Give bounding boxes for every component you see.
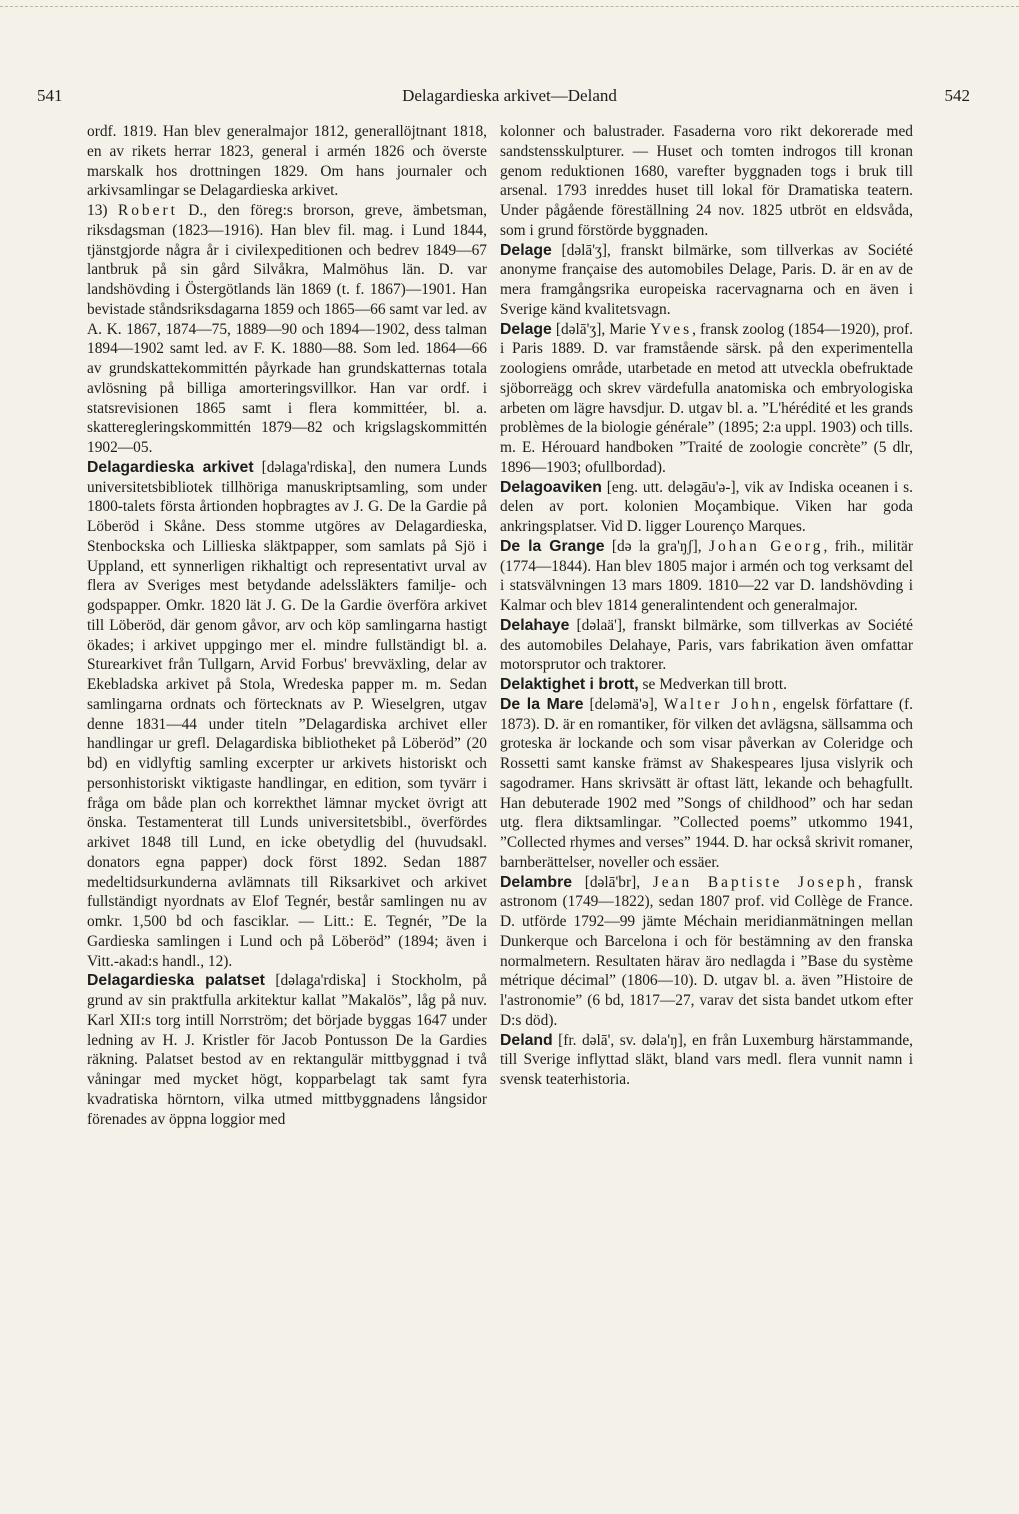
entry-text: [fr. dəlā', sv. dəla'ŋ], en från Luxemburg härstammande, till Sverige inflyttad släkt, bland vars medl. flera vunnit namn i svensk teaterhistoria.	[500, 1031, 913, 1088]
entry-delambre	[500, 873, 913, 1031]
page-number-right: 542	[944, 86, 970, 105]
headword: Delagardieska palatset	[87, 972, 265, 990]
entry-delagardieska-palatset	[87, 971, 487, 1129]
running-title: Delagardieska arkivet—Deland	[402, 86, 617, 105]
person-name: Jean Baptiste Joseph	[652, 873, 858, 891]
entry-de-la-grange	[500, 537, 913, 616]
person-name: Walter John	[663, 695, 773, 713]
headword: Delahaye	[500, 616, 570, 634]
pronunciation: [də la gra'ŋʃ],	[604, 537, 709, 555]
headword: Delage	[500, 241, 552, 259]
entry-delagardieska-arkivet	[87, 458, 487, 972]
entry-text: [eng. utt. deləgāu'ə-], vik av Indiska oceanen i s. delen av port. kolonien Moçambique. Viken har goda ankringsplatser. Vid D. ligger Lourenço Marques.	[500, 478, 913, 535]
top-edge-rule	[0, 6, 1019, 7]
entry-text: [dəlaä'], franskt bilmärke, som tillverkas av Société des automobiles Delahaye, Paris, vars fabrikation även omfattar motorsprutor och traktorer.	[500, 616, 913, 674]
entry-de-la-mare	[500, 695, 913, 873]
headword: Delage	[500, 320, 552, 338]
pronunciation: [dəlā'br],	[572, 873, 653, 891]
entry-text: , fransk zoolog (1854—1920), prof. i Paris 1889. D. var framstående särsk. på den experimentella zoologiens område, utarbetade en metod att utveckla obefruktade sjöborreägg och skrev värdefulla anatomiska och embryologiska arbeten om lägre havsdjur. D. utgav bl. a. ”L'hérédité et les grands problèmes de la biologie générale” (1895; 2:a uppl. 1903) och tills. m. E. Hérouard handboken ”Traité de zoologie concrète” (5 dlr, 1896—1903; ofullbordad).	[500, 320, 913, 476]
headword: De la Grange	[500, 537, 605, 555]
entry-text: [dəlaga'rdiska], den numera Lunds universitetsbibliotek tillhöriga manuskriptsamling, som under 1800-talets första årtionden hopbragtes av J. G. De la Gardie på Löberöd i Skåne. Dess stomme utgöres av Delagardieska, Stenbockska och Lillieska släktpapper, som samlats på Sjö i Uppland, ett synnerligen rikhaltigt och representativt urval av flera av Sveriges mest betydande adelssläkters familje- och godspapper. Omkr. 1820 lät J. G. De la Gardie överföra arkivet till Löberöd, där genom gåvor, arv och köp samlingarna hastigt ökades; i arkivet uppgingo mer el. mindre fullständigt bl. a. Sturearkivet från Tullgarn, Arvid Forbus' brevväxling, delar av Ekebladska arkivet på Stola, Wredeska papper m. m. Sedan samlingarna ordnats och förtecknats av P. Wieselgren, utgav denne 1831—44 under titeln ”Delagardiska archivet eller handlingar ur grefl. Delagardiska bibliotheket på Löberöd” (20 bd) en vidlyftig samling excerpter ur arkivets historiskt och personhistoriskt viktigaste handlingar, en edition, som tyvärr i fråga om både plan och korrekthet lämnar mycket övrigt att önska. Testamenterat till Lunds universitetsbibl., överfördes arkivet 1848 till Lund, en icke obetydlig del (huvudsakl. donators egna papper) dock först 1892. Sedan 1887 medeltidsurkunderna avlämnats till Riksarkivet och arkivet fullständigt nyordnats av Elof Tegnér, består samlingen nu av omkr. 1,500 bd och fasciklar. — Litt.: E. Tegnér, ”De la Gardieska samlingen i Lund och på Löberöd” (1894; även i Vitt.-akad:s handl., 12).	[87, 458, 487, 970]
entry-deland	[500, 1031, 913, 1090]
entry-text: [dəlā'ʒ], franskt bilmärke, som tillverkas av Société anonyme française des automobiles Delage, Paris. D. är en av de mera framgångsrika europeiska racervagnarna och en även i Sverige känd kvalitetsvagn.	[500, 241, 913, 318]
entry-robert	[87, 201, 487, 458]
headword: Deland	[500, 1031, 553, 1049]
right-column	[500, 122, 913, 1492]
entry-delahaye	[500, 616, 913, 675]
person-name: Johan Georg	[708, 537, 824, 555]
entry-text: se Medverkan till brott.	[638, 676, 787, 693]
entry-delagoaviken	[500, 478, 913, 537]
entry-text: , fransk astronom (1749—1822), sedan 1807 prof. vid Collège de France. D. utförde 1792—99 jämte Méchain meridianmätningen mellan Dunkerque och Barcelona i och för bestämning av den franska normalmetern. Resultaten härav äro nedlagda i ”Base du système métrique décimal” (1806—10). D. utgav bl. a. även ”Histoire de l'astronomie” (6 bd, 1817—27, varav det sista bandet utkom efter D:s död).	[500, 873, 913, 1029]
headword: Delagoaviken	[500, 478, 602, 496]
entry-delage-person	[500, 320, 913, 478]
headword: De la Mare	[500, 695, 584, 713]
person-name: Yves	[650, 320, 693, 338]
entry-continuation: ordf. 1819. Han blev generalmajor 1812, generallöjtnant 1818, en av rikets herrar 1823, general i armén 1826 och överste marskalk hos drottningen 1829. Om hans journaler och arkivsamlingar se Delagardieska arkivet.	[87, 123, 487, 200]
entry-text: , frih., militär (1774—1844). Han blev 1805 major i armén och tog verksamt del i statsvälvningen 13 mars 1809. 1810—22 var D. landshövding i Kalmar och blev 1814 generalintendent och generalmajor.	[500, 537, 913, 614]
entry-continuation: kolonner och balustrader. Fasaderna voro rikt dekorerade med sandstensskulpturer. — Huset och tomten indrogos till kronan genom reduktionen 1680, varefter byggnaden togs i bruk till arsenal. 1793 inreddes huset till lokal för Dramatiska teatern. Under pågående föreställning 24 nov. 1825 utbröt en eldsvåda, som i grund förstörde byggnaden.	[500, 123, 913, 239]
headword: Delambre	[500, 873, 572, 891]
page-number-left: 541	[37, 86, 63, 105]
headword: Delaktighet i brott,	[500, 676, 639, 693]
headword: Delagardieska arkivet	[87, 458, 254, 476]
entry-text: [dəlaga'rdiska] i Stockholm, på grund av sin praktfulla arkitektur kallat ”Makalös”, låg på nuv. Karl XII:s torg intill Norrström; det började byggas 1647 under ledning av H. J. Kristler för Jacob Pontusson De la Gardies räkning. Palatset bestod av en rektangulär mittbyggnad i två våningar med mycket högt, kopparbelagt tak samt fyra kvadratiska hörntorn, vilka utmed mittbyggnadens långsidor förenades av öppna loggior med	[87, 972, 487, 1128]
entry-delaktighet	[500, 675, 913, 695]
left-column	[87, 122, 487, 1492]
entry-number: 13)	[87, 202, 118, 219]
person-name: Robert	[117, 202, 178, 219]
entry-delage-car	[500, 241, 913, 320]
entry-text: D., den föreg:s brorson, greve, ämbetsman, riksdagsman (1823—1916). Han blev fil. mag. i Lund 1844, tjänstgjorde några år i civilexpeditionen och bedrev 1849—67 lantbruk på sin gård Silvåkra, Malmöhus län. D. var landshövding i Östergötlands län 1869 (t. f. 1867)—1901. Han bevistade ståndsriksdagarna 1859 och 1865—66 samt var led. av A. K. 1867, 1874—75, 1889—90 och 1894—1902, dess talman 1894—1902 samt led. av F. K. 1880—88. Som led. 1864—66 av grundskattekommittén påyrkade han grundskatternas totala avlösning på billiga amorteringsvillkor. Han var ordf. i statsrevisionen 1865 samt i flera kommittéer, bl. a. skatteregleringskommittén 1879—82 och krigslagskommittén 1902—05.	[87, 202, 487, 456]
pronunciation: [dəlā'ʒ], Marie	[551, 320, 651, 338]
page-header	[0, 86, 1019, 116]
entry-text: , engelsk författare (f. 1873). D. är en romantiker, för vilken det avlägsna, sällsamma och groteska är lockande och som visar påverkan av Coleridge och Rossetti samt kanske främst av Shakespeares ljusa vislyrik och sagodramer. Hans skrivsätt är oftast lätt, lekande och behagfullt. Han debuterade 1902 med ”Songs of childhood” och har sedan utg. flera diktsamlingar. ”Collected poems” utkommo 1941, ”Collected rhymes and verses” 1944. D. har också skrivit romaner, barnberättelser, noveller och essäer.	[500, 695, 913, 871]
pronunciation: [deləmä'ə],	[583, 695, 664, 713]
